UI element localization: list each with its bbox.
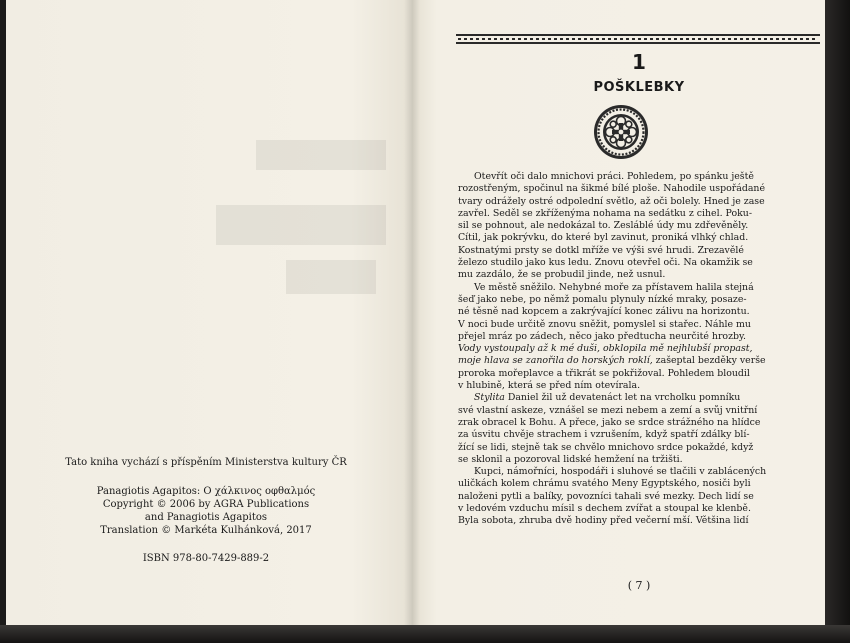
text-line: Byla sobota, zhruba dvě hodiny před večerní mší. Většina lidí bbox=[458, 515, 749, 527]
text-line: železo studilo jako kus ledu. Znovu otevřel oči. Na okamžik se bbox=[458, 257, 753, 269]
bleed-through-text bbox=[196, 110, 396, 330]
text-line: přejel mráz po zádech, něco jako předtucha neurčité hrozby. bbox=[458, 330, 747, 342]
cross-medallion-icon bbox=[593, 104, 649, 160]
page-number: ( 7 ) bbox=[627, 579, 651, 592]
translation-line: Translation © Markéta Kulhánková, 2017 bbox=[100, 525, 312, 536]
text-line bbox=[458, 392, 822, 404]
chapter-title: POŠKLEBKY bbox=[593, 80, 685, 95]
credits-line: Tato kniha vychází s příspěním Ministerstva kultury ČR bbox=[65, 457, 347, 468]
book-cover-edge bbox=[825, 0, 850, 625]
text-line: tvary odrážely ostré odpolední světlo, až oči bolely. Hned je zase bbox=[458, 195, 765, 207]
text-line: mu zazdálo, že se probudil jinde, než usnul. bbox=[458, 269, 666, 281]
chapter-body-text bbox=[458, 171, 822, 528]
text-line: Kostnatými prsty se dotkl mříže ve výši své hrudi. Zrezavělé bbox=[458, 244, 744, 256]
text-line: zavřel. Seděl se zkříženýma nohama na sedátku z cihel. Poku- bbox=[458, 207, 752, 219]
text-line: naloženi pytli a balíky, povozníci tahali své mezky. Dech lidí se bbox=[458, 490, 754, 502]
text-line: sil se pohnout, ale nedokázal to. Zesláblé údy mu zdřevěněly. bbox=[458, 220, 749, 232]
isbn-line: ISBN 978-80-7429-889-2 bbox=[142, 553, 270, 564]
text-line: V noci bude určitě znovu sněžit, pomyslel si stařec. Náhle mu bbox=[458, 318, 751, 330]
bleed-through-shapes bbox=[196, 110, 396, 330]
text-line: se sklonil a pozoroval lidské hemžení na tržišti. bbox=[458, 453, 683, 465]
text-line: Ve městě sněžilo. Nehybné moře za přístavem halila stejná bbox=[474, 281, 754, 293]
text-line: šeď jako nebe, po němž pomalu plynuly nízké mraky, posaze- bbox=[458, 293, 747, 305]
text-line: rozostřeným, spočinul na šikmé bílé ploše. Nahodile uspořádané bbox=[458, 183, 766, 195]
copyright-holder-line: and Panagiotis Agapitos bbox=[144, 512, 268, 523]
copyright-line: Copyright © 2006 by AGRA Publications bbox=[102, 499, 310, 510]
text-line: žící se lidi, stejně tak se chvělo mnichovo srdce pokaždé, když bbox=[458, 441, 754, 453]
text-line: Kupci, námořníci, hospodáři i sluhové se tlačili v zablácených bbox=[474, 466, 767, 478]
book-spine bbox=[404, 0, 420, 625]
scan-bottom-edge bbox=[0, 625, 850, 643]
text-line: zrak obracel k Bohu. A přece, jako se srdce strážného na hlídce bbox=[458, 416, 761, 428]
text-line: v hlubině, která se před ním otevírala. bbox=[458, 380, 641, 392]
chapter-number: 1 bbox=[632, 50, 646, 74]
text-line: v ledovém vzduchu mísil s dechem zvířat a stoupal ke klenbě. bbox=[458, 503, 751, 515]
text-line bbox=[458, 355, 822, 367]
text-line: né těsně nad kopcem a zakrývající konec zálivu na horizontu. bbox=[458, 306, 750, 318]
text-line: své vlastní askeze, vznášel se mezi nebem a zemí a svůj vnitřní bbox=[458, 404, 758, 416]
text-line bbox=[458, 343, 822, 355]
text-fragment: Daniel žil už devatenáct let na vrcholku pomníku bbox=[504, 392, 741, 404]
text-line: Otevřít oči dalo mnichovi práci. Pohledem, po spánku ještě bbox=[474, 171, 754, 182]
text-fragment: zašeptal bezděky verše bbox=[652, 355, 766, 367]
italic-verse: moje hlava se zanořila do horských roklí, bbox=[458, 355, 653, 367]
text-line: Cítil, jak pokrývku, do které byl zavinut, proniká vlhký chlad. bbox=[458, 232, 749, 244]
italic-word: Stylita bbox=[474, 392, 505, 404]
italic-verse: Vody vystoupaly až k mé duši, obklopila mě nejhlubší propast, bbox=[458, 343, 753, 355]
original-author-title: Panagiotis Agapitos: Ο χάλκινος οφθαλμός bbox=[96, 486, 316, 497]
left-page bbox=[6, 0, 412, 625]
text-line: uličkách kolem chrámu svatého Meny Egyptského, nosiči byli bbox=[458, 478, 751, 490]
ornamental-header-bar bbox=[456, 34, 820, 44]
text-line: proroka mořeplavce a třikrát se pokřižoval. Pohledem bloudil bbox=[458, 367, 750, 379]
text-line: za úsvitu chvěje strachem i vzrušením, když spatří zdálky blí- bbox=[458, 429, 750, 441]
right-page bbox=[412, 0, 825, 625]
